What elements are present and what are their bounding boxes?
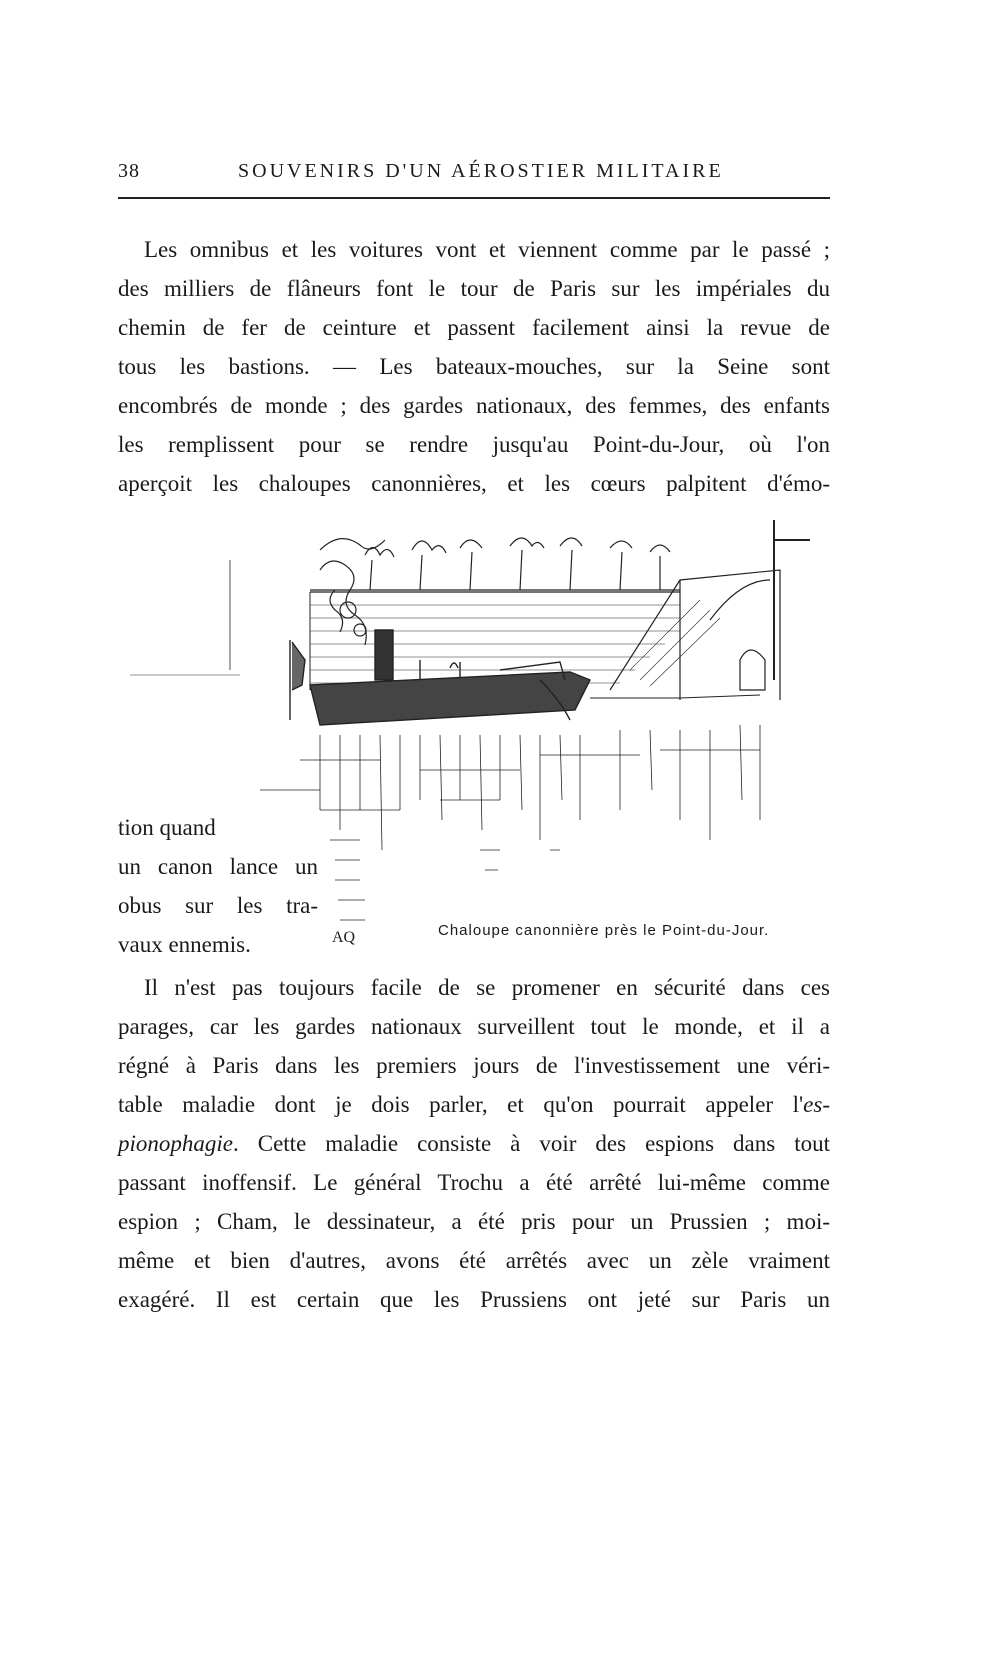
water-reflections [260, 725, 760, 920]
page-header [118, 160, 830, 200]
text-line: les remplissent pour se rendre jusqu'au Point-du-Jour, où l'on [118, 432, 830, 457]
text-segment: table maladie dont je dois parler, et qu'on pourrait appeler l' [118, 1092, 804, 1117]
italic-term: es- [803, 1092, 830, 1117]
text-line: aperçoit les chaloupes canonnières, et les cœurs palpitent d'émo- [118, 471, 830, 496]
text-line: Les omnibus et les voitures vont et viennent comme par le passé ; [144, 237, 830, 262]
text-line: exagéré. Il est certain que les Prussiens ont jeté sur Paris un [118, 1287, 830, 1312]
text-line: tion quand [118, 815, 216, 840]
artist-signature: AQ [332, 929, 356, 946]
text-line: même et bien d'autres, avons été arrêtés avec un zèle vraiment [118, 1248, 830, 1273]
text-segment: . Cette maladie consiste à voir des espions dans tout [233, 1131, 830, 1156]
page-number: 38 [118, 160, 140, 182]
text-line: parages, car les gardes nationaux surveillent tout le monde, et il a [118, 1014, 830, 1039]
running-title: SOUVENIRS D'UN AÉROSTIER MILITAIRE [238, 160, 724, 182]
text-line: des milliers de flâneurs font le tour de Paris sur les impériales du [118, 276, 830, 301]
paragraph-2 [118, 968, 830, 1319]
header-rule [118, 197, 830, 199]
bridge [610, 520, 810, 700]
trees [310, 538, 680, 590]
gunboat-illustration [120, 510, 820, 960]
smoke [320, 561, 366, 645]
text-line: espion ; Cham, le dessinateur, a été pris pour un Prussien ; moi- [118, 1209, 830, 1234]
text-line [118, 1124, 830, 1163]
text-line [118, 1085, 830, 1124]
figure-caption: Chaloupe canonnière près le Point-du-Jour. [438, 922, 770, 939]
text-line: un canon lance un [118, 854, 318, 879]
text-line: régné à Paris dans les premiers jours de l'investissement une véri- [118, 1053, 830, 1078]
italic-term: pionophagie [118, 1131, 233, 1156]
text-line: vaux ennemis. [118, 932, 251, 957]
paragraph-1 [118, 230, 830, 503]
text-line: obus sur les tra- [118, 893, 318, 918]
text-line: tous les bastions. — Les bateaux-mouches, sur la Seine sont [118, 354, 830, 379]
text-line: chemin de fer de ceinture et passent facilement ainsi la revue de [118, 315, 830, 340]
text-line: encombrés de monde ; des gardes nationaux, des femmes, des enfants [118, 393, 830, 418]
text-line: Il n'est pas toujours facile de se promener en sécurité dans ces [144, 975, 830, 1000]
text-line: passant inoffensif. Le général Trochu a été arrêté lui-même comme [118, 1170, 830, 1195]
